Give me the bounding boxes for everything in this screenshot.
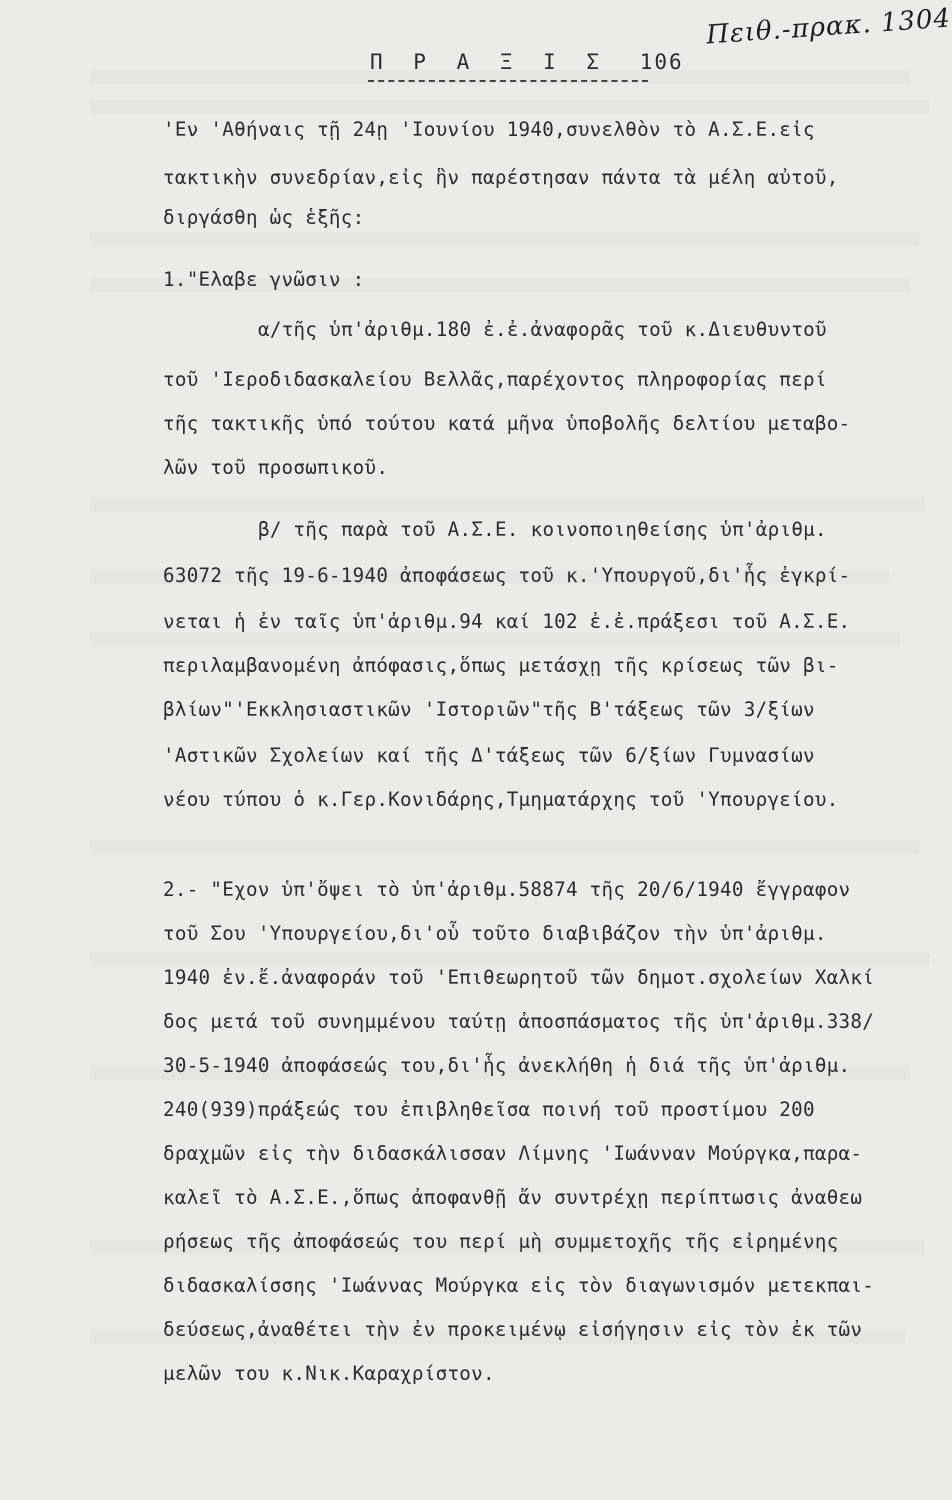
item1-b-line: β/ τῆς παρὰ τοῦ Α.Σ.Ε. κοινοποιηθείσης ὑπ'ἀριθμ. (258, 518, 827, 541)
header-underline (368, 80, 648, 82)
item2-line: τοῦ Σου 'Υπουργείου,δι'οὗ τοῦτο διαβιβάζον τὴν ὑπ'ἀριθμ. (163, 922, 827, 945)
praxis-title: Π Ρ Α Ξ Ι Σ (370, 50, 609, 74)
intro-line: 'Εν 'Αθήναις τῇ 24ῃ 'Ιουνίου 1940,συνελθὸν τὸ Α.Σ.Ε.εἰς (163, 118, 815, 141)
intro-line: τακτικὴν συνεδρίαν,εἰς ἣν παρέστησαν πάντα τὰ μέλη αὐτοῦ, (163, 166, 839, 189)
item2-line: 2.- "Εχον ὑπ'ὄψει τὸ ὑπ'ἀριθμ.58874 τῆς 20/6/1940 ἔγγραφον (163, 878, 851, 901)
item2-line: δεύσεως,ἀναθέτει τὴν ἐν προκειμένῳ εἰσήγησιν εἰς τὸν ἐκ τῶν (163, 1318, 863, 1341)
item2-line: δραχμῶν εἰς τὴν διδασκάλισσαν Λίμνης 'Ιωάνναν Μούργκα,παρα- (163, 1142, 863, 1165)
item1-a-line: λῶν τοῦ προσωπικοῦ. (163, 456, 389, 479)
item2-line: 240(939)πράξεώς του ἐπιβληθεῖσα ποινή τοῦ προστίμου 200 (163, 1098, 815, 1121)
item1-heading: 1."Ελαβε γνῶσιν : (163, 268, 365, 291)
item1-b-line: 63072 τῆς 19-6-1940 ἀποφάσεως τοῦ κ.'Υπουργοῦ,δι'ἧς ἐγκρί- (163, 564, 851, 587)
item1-b-line: βλίων"'Εκκλησιαστικῶν 'Ιστοριῶν"τῆς Β'τάξεως τῶν 3/ξίων (163, 698, 815, 721)
bleed-through (90, 498, 925, 512)
item2-line: 1940 ἐν.ἔ.ἀναφοράν τοῦ 'Επιθεωρητοῦ τῶν δημοτ.σχολείων Χαλκί (163, 966, 875, 989)
item1-b-line: 'Αστικῶν Σχολείων καί τῆς Δ'τάξεως τῶν 6/ξίων Γυμνασίων (163, 744, 815, 767)
bleed-through (90, 840, 920, 854)
item1-b-line: νέου τύπου ὁ κ.Γερ.Κονιδάρης,Τμηματάρχης τοῦ 'Υπουργείου. (163, 788, 839, 811)
item2-line: 30-5-1940 ἀποφάσεώς του,δι'ἧς ἀνεκλήθη ἡ διά τῆς ὑπ'ἀριθμ. (163, 1054, 851, 1077)
item1-a-line: α/τῆς ὑπ'ἀριθμ.180 ἐ.ἐ.ἀναφορᾶς τοῦ κ.Διευθυντοῦ (258, 318, 827, 341)
bleed-through (90, 632, 900, 646)
intro-line: διργάσθη ὡς ἑξῆς: (163, 206, 365, 229)
item1-a-line: τοῦ 'Ιεροδιδασκαλείου Βελλᾶς,παρέχοντος πληροφορίας περί (163, 368, 827, 391)
item2-line: μελῶν του κ.Νικ.Καραχρίστον. (163, 1362, 495, 1385)
bleed-through (90, 100, 930, 114)
handwritten-archive-ref: Πειθ.-πρακ. 1304 (705, 3, 952, 51)
page-header (370, 50, 684, 74)
bleed-through (90, 232, 920, 246)
item2-line: καλεῖ τὸ Α.Σ.Ε.,ὅπως ἀποφανθῇ ἄν συντρέχῃ περίπτωσις ἀναθεω (163, 1186, 863, 1209)
item2-line: δος μετά τοῦ συνημμένου ταύτῃ ἀποσπάσματος τῆς ὑπ'ἀριθμ.338/ (163, 1010, 875, 1033)
item1-a-line: τῆς τακτικῆς ὑπό τούτου κατά μῆνα ὑποβολῆς δελτίου μεταβο- (163, 412, 851, 435)
item1-b-line: νεται ἡ ἐν ταῖς ὑπ'ἀριθμ.94 καί 102 ἐ.ἐ.πράξεσι τοῦ Α.Σ.Ε. (163, 610, 851, 633)
item1-b-line: περιλαμβανομένη ἀπόφασις,ὅπως μετάσχῃ τῆς κρίσεως τῶν βι- (163, 654, 839, 677)
item2-line: διδασκαλίσσης 'Ιωάννας Μούργκα εἰς τὸν διαγωνισμόν μετεκπαι- (163, 1274, 875, 1297)
item2-line: ρήσεως τῆς ἀποφάσεώς του περί μὴ συμμετοχῆς τῆς εἰρημένης (163, 1230, 839, 1253)
bleed-through (90, 952, 930, 966)
praxis-number: 106 (639, 50, 684, 74)
